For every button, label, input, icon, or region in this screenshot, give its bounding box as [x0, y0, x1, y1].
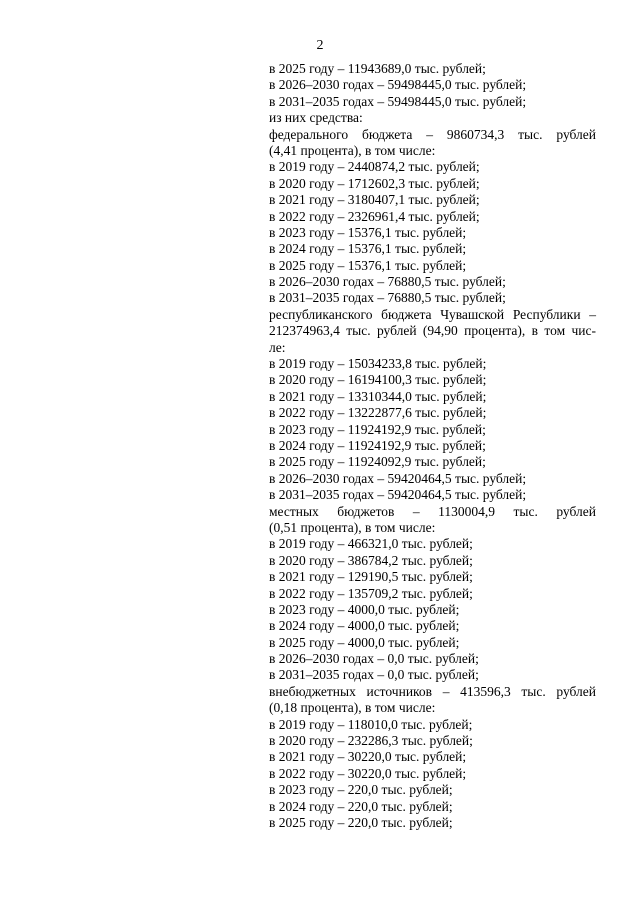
- text-line: в 2031–2035 годах – 76880,5 тыс. рублей;: [269, 290, 506, 306]
- text-line: в 2019 году – 2440874,2 тыс. рублей;: [269, 159, 480, 175]
- text-line: федерального бюджета – 9860734,3 тыс. рублей: [269, 126, 596, 142]
- text-line: в 2020 году – 232286,3 тыс. рублей;: [269, 733, 473, 749]
- text-line: в 2031–2035 годах – 59420464,5 тыс. рублей;: [269, 487, 527, 503]
- text-line: в 2031–2035 годах – 59498445,0 тыс. рублей;: [269, 93, 527, 109]
- text-line: в 2021 году – 3180407,1 тыс. рублей;: [269, 192, 480, 208]
- text-line: в 2024 году – 220,0 тыс. рублей;: [269, 798, 453, 814]
- text-line: внебюджетных источников – 413596,3 тыс. рублей: [269, 683, 596, 699]
- text-line: республиканского бюджета Чувашской Республики –: [269, 306, 596, 322]
- text-line: в 2025 году – 15376,1 тыс. рублей;: [269, 257, 467, 273]
- text-line: в 2019 году – 118010,0 тыс. рублей;: [269, 716, 473, 732]
- text-line: в 2026–2030 годах – 59420464,5 тыс. рублей;: [269, 470, 527, 486]
- text-line: ле:: [269, 339, 286, 355]
- text-line: в 2025 году – 11943689,0 тыс. рублей;: [269, 61, 486, 76]
- text-line: в 2026–2030 годах – 59498445,0 тыс. рублей;: [269, 77, 527, 93]
- text-line: в 2026–2030 годах – 0,0 тыс. рублей;: [269, 651, 479, 667]
- text-line: из них средства:: [269, 110, 363, 126]
- text-line: в 2023 году – 11924192,9 тыс. рублей;: [269, 421, 486, 437]
- text-line: в 2026–2030 годах – 76880,5 тыс. рублей;: [269, 274, 506, 290]
- text-line: в 2031–2035 годах – 0,0 тыс. рублей;: [269, 667, 479, 683]
- text-line: в 2023 году – 4000,0 тыс. рублей;: [269, 601, 460, 617]
- text-line: в 2022 году – 30220,0 тыс. рублей;: [269, 765, 467, 781]
- text-line: в 2025 году – 11924092,9 тыс. рублей;: [269, 454, 486, 470]
- text-line: в 2020 году – 16194100,3 тыс. рублей;: [269, 372, 487, 388]
- text-line: в 2021 году – 30220,0 тыс. рублей;: [269, 749, 467, 765]
- text-line: в 2021 году – 13310344,0 тыс. рублей;: [269, 388, 487, 404]
- text-line: местных бюджетов – 1130004,9 тыс. рублей: [269, 503, 596, 519]
- text-line: в 2020 году – 1712602,3 тыс. рублей;: [269, 175, 480, 191]
- text-line: в 2025 году – 220,0 тыс. рублей;: [269, 814, 453, 830]
- text-line: в 2019 году – 466321,0 тыс. рублей;: [269, 536, 473, 552]
- text-line: (0,51 процента), в том числе:: [269, 519, 436, 535]
- text-line: в 2024 году – 11924192,9 тыс. рублей;: [269, 437, 486, 453]
- text-line: в 2022 году – 13222877,6 тыс. рублей;: [269, 405, 487, 421]
- text-line: 212374963,4 тыс. рублей (94,90 процента), в том чис-: [269, 323, 596, 339]
- text-line: в 2019 году – 15034233,8 тыс. рублей;: [269, 356, 487, 372]
- text-line: (4,41 процента), в том числе:: [269, 142, 436, 158]
- text-line: в 2024 году – 4000,0 тыс. рублей;: [269, 618, 460, 634]
- text-line: в 2021 году – 129190,5 тыс. рублей;: [269, 569, 473, 585]
- text-line: в 2020 году – 386784,2 тыс. рублей;: [269, 552, 473, 568]
- text-line: в 2023 году – 220,0 тыс. рублей;: [269, 782, 453, 798]
- text-line: в 2025 году – 4000,0 тыс. рублей;: [269, 634, 460, 650]
- document-text-column: [269, 61, 596, 831]
- text-line: (0,18 процента), в том числе:: [269, 700, 436, 716]
- page-number: 2: [316, 38, 324, 53]
- text-line: в 2023 году – 15376,1 тыс. рублей;: [269, 224, 467, 240]
- text-line: в 2022 году – 135709,2 тыс. рублей;: [269, 585, 473, 601]
- text-line: в 2024 году – 15376,1 тыс. рублей;: [269, 241, 467, 257]
- text-line: в 2022 году – 2326961,4 тыс. рублей;: [269, 208, 480, 224]
